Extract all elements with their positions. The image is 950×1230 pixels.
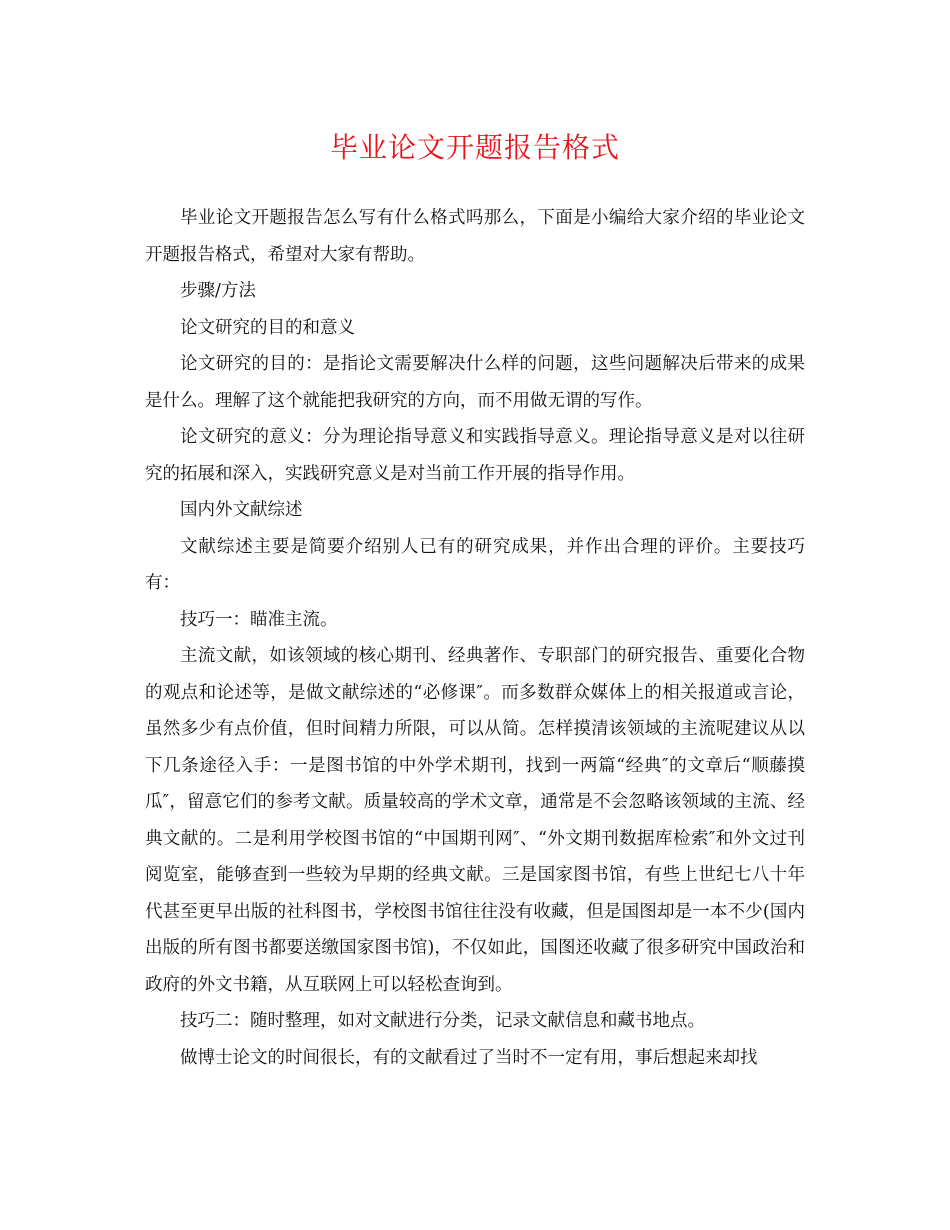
paragraph-review-heading: 国内外文献综述 (180, 500, 303, 520)
paragraph-steps-heading: 步骤/方法 (180, 281, 256, 301)
paragraph-tip-two-heading: 技巧二：随时整理，如对文献进行分类，记录文献信息和藏书地点。 (180, 1011, 705, 1031)
document-title: 毕业论文开题报告格式 (329, 131, 620, 164)
paragraph-intro: 毕业论文开题报告怎么写有什么格式吗那么，下面是小编给大家介绍的毕业论文开题报告格式，希望对大家有帮助。 (145, 208, 805, 265)
paragraph-review-intro: 文献综述主要是简要介绍别人已有的研究成果，并作出合理的评价。主要技巧有： (145, 536, 805, 593)
paragraph-tip-two: 做博士论文的时间很长，有的文献看过了当时不一定有用，事后想起来却找 (180, 1047, 758, 1068)
paragraph-significance: 论文研究的意义：分为理论指导意义和实践指导意义。理论指导意义是对以往研究的拓展和深入，实践研究意义是对当前工作开展的指导作用。 (145, 427, 805, 484)
paragraph-purpose-heading: 论文研究的目的和意义 (180, 317, 355, 338)
document-body (145, 200, 805, 1076)
paragraph-tip-one-heading: 技巧一：瞄准主流。 (180, 609, 338, 630)
paragraph-purpose: 论文研究的目的：是指论文需要解决什么样的问题，这些问题解决后带来的成果是什么。理解了这个就能把我研究的方向，而不用做无谓的写作。 (145, 354, 805, 411)
paragraph-tip-one: 主流文献，如该领域的核心期刊、经典著作、专职部门的研究报告、重要化合物的观点和论述等，是做文献综述的“必修课″。而多数群众媒体上的相关报道或言论，虽然多少有点价值，但时间精力所限，可以从简。怎样摸清该领域的主流呢建议从以下几条途径入手：一是图书馆的中外学术期刊，找到一两篇“经典″的文章后“顺藤摸瓜″，留意它们的参考文献。质量较高的学术文章，通常是不会忽略该领域的主流、经典文献的。二是利用学校图书馆的“中国期刊网″、“外文期刊数据库检索″和外文过刊阅览室，能够查到一些较为早期的经典文献。三是国家图书馆，有些上世纪七八十年代甚至更早出版的社科图书，学校图书馆往往没有收藏，但是国图却是一本不少(国内出版的所有图书都要送缴国家图书馆)，不仅如此，国图还收藏了很多研究中国政治和政府的外文书籍，从互联网上可以轻松查询到。 (145, 646, 805, 995)
